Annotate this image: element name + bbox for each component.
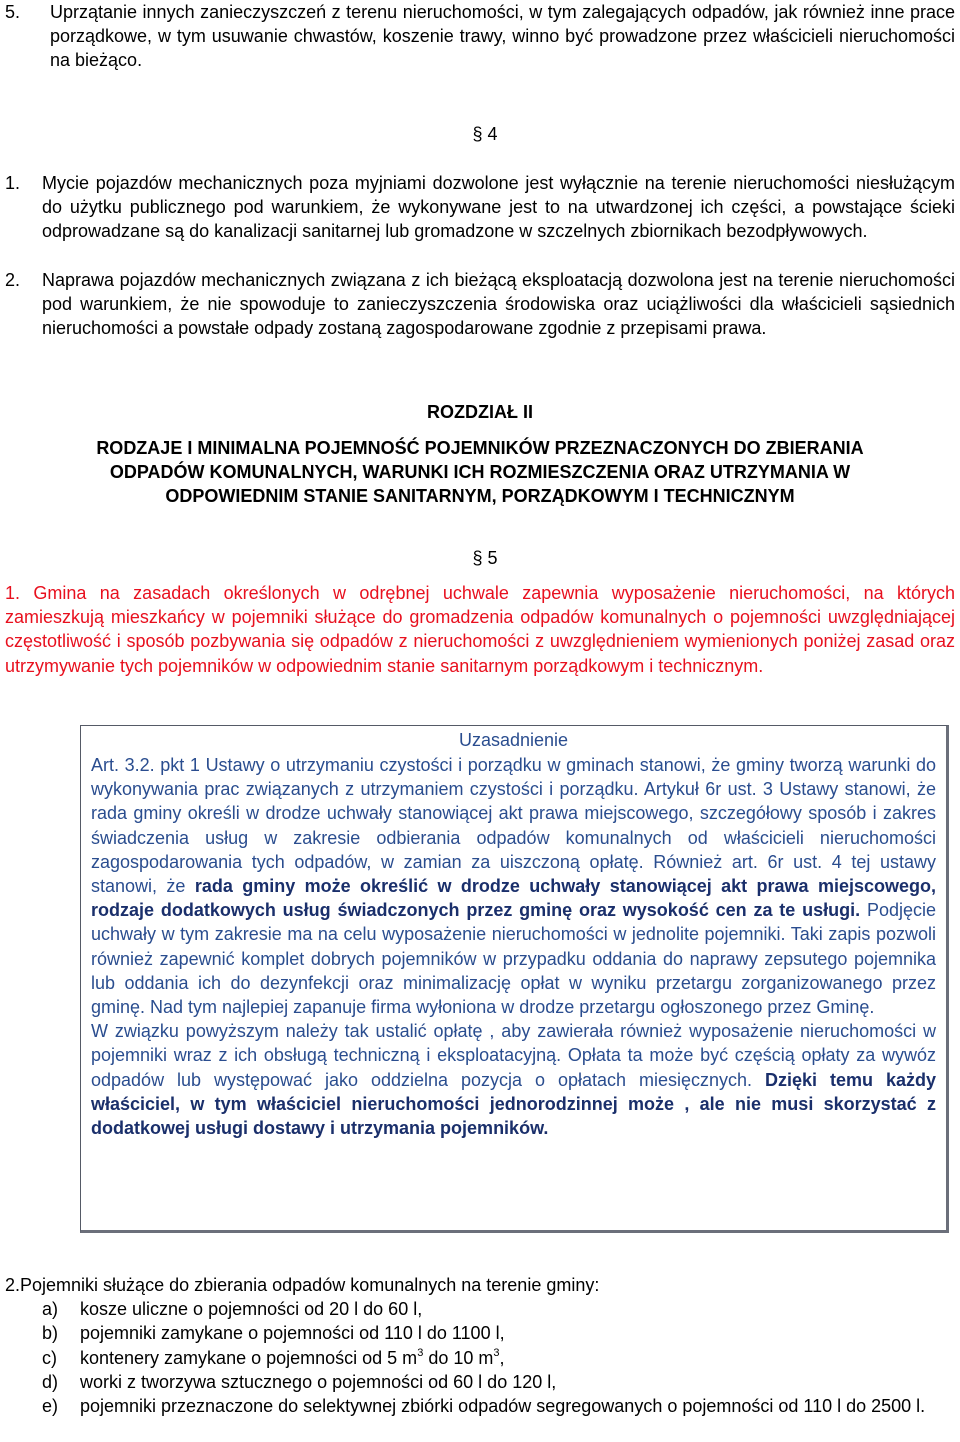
list-intro [5, 1273, 955, 1297]
list-item-text: pojemniki przeznaczone do selektywnej zbiórki odpadów segregowanych o pojemności od 110 l do 2500 l. [80, 1395, 926, 1416]
justification-title: Uzasadnienie [458, 730, 569, 750]
paragraph-4-item-1 [5, 171, 955, 267]
container-list [5, 1273, 955, 1442]
chapter-title-line-2: ODPADÓW KOMUNALNYCH, WARUNKI ICH ROZMIESZCZENIA ORAZ UTRZYMANIA W [109, 462, 851, 482]
justification-text [91, 753, 936, 1140]
list-item-text [80, 1346, 955, 1370]
list-item [5, 1297, 955, 1321]
list-item-text: kosze uliczne o pojemności od 20 l do 60 l, [80, 1299, 423, 1320]
justification-text-part-2: Podjęcie uchwały w tym zakresie ma na celu wyposażenie nieruchomości w jednolite pojemniki. Taki zapis pozwoli również zapewnić komplet dobrych pojemników w przypadku oddania do naprawy zepsutego pojemnika lub oddania ich do dezynfekcji oraz minimalizację opłat w wyniku przetargu zorganizowanego przez gminę. Nad tym najlepiej zapanuje firma wyłoniona w drodze przetargu ogłoszonego przez Gminę. [91, 900, 936, 1018]
list-item-label: a) [42, 1299, 59, 1320]
list-item-label: e) [42, 1395, 59, 1416]
paragraph-5-item-1: 1. Gmina na zasadach określonych w odrębnej uchwale zapewnia wyposażenie nieruchomości, na których zamieszkują mieszkańcy w pojemniki służące do gromadzenia odpadów komunalnych o pojemności uwzględniającej częstotliwość i sposób pozbywania się odpadów z nieruchomości z uwzględnieniem wymienionych poniżej zasad oraz utrzymywanie tych pojemników w odpowiednim stanie sanitarnym porządkowym i technicznym. [5, 583, 955, 676]
chapter-title-line-3: ODPOWIEDNIM STANIE SANITARNYM, PORZĄDKOWYM I TECHNICZNYM [165, 486, 795, 506]
list-item [5, 1394, 955, 1442]
list-intro-text: 2.Pojemniki służące do zbierania odpadów komunalnych na terenie gminy: [5, 1275, 600, 1295]
justification-text-bold-2: Dzięki temu każdy właściciel, w tym właściciel nieruchomości jednorodzinnej może , ale nie musi skorzystać z dodatkowej usługi dostawy i utrzymania pojemników. [91, 1069, 936, 1139]
superscript: 3 [493, 1346, 500, 1359]
chapter-label: ROZDZIAŁ II [427, 402, 533, 422]
chapter-title-line-1: RODZAJE I MINIMALNA POJEMNOŚĆ POJEMNIKÓW PRZEZNACZONYCH DO ZBIERANIA [96, 438, 864, 458]
superscript: 3 [417, 1346, 424, 1359]
list-item-label: d) [42, 1371, 59, 1392]
list-item-text-b: do 10 m [423, 1347, 494, 1368]
list-item-label: b) [42, 1323, 59, 1344]
list-item [5, 1370, 955, 1394]
list-item-text: pojemniki zamykane o pojemności od 110 l do 1100 l, [80, 1323, 505, 1344]
list-item-label: c) [42, 1347, 57, 1368]
paragraph-heading-5: § 5 [472, 548, 498, 568]
item-text: Uprzątanie innych zanieczyszczeń z terenu nieruchomości, w tym zalegających odpadów, jak również inne prace porządkowe, w tym usuwanie chwastów, koszenie trawy, winno być prowadzone przez właścicieli nieruchomości na bieżąco. [50, 2, 955, 71]
paragraph-heading-4: § 4 [472, 124, 498, 144]
list-item-text: worki z tworzywa sztucznego o pojemności od 60 l do 120 l, [80, 1371, 557, 1392]
item-number: 2. [5, 270, 21, 290]
item-text: Naprawa pojazdów mechanicznych związana z ich bieżącą eksploatacją dozwolona jest na terenie nieruchomości pod warunkiem, że nie spowoduje to zanieczyszczenia środowiska oraz uciążliwości dla właścicieli sąsiednich nieruchomości a powstałe odpady zostaną zagospodarowane zgodnie z przepisami prawa. [42, 270, 955, 339]
justification-text-bold-1: rada gminy może określić w drodze uchwały stanowiącej akt prawa miejscowego, rodzaje dodatkowych usług świadczonych przez gminę oraz wysokość cen za te usługi. [91, 876, 936, 921]
list-item [5, 1346, 955, 1370]
list-item [5, 1321, 955, 1345]
justification-box [80, 725, 949, 1233]
item-text: Mycie pojazdów mechanicznych poza myjniami dozwolone jest wyłącznie na terenie nieruchomości niesłużącym do użytku publicznego pod warunkiem, że wykonywane jest to na utwardzonej ich części, a powstające ścieki odprowadzane są do kanalizacji sanitarnej lub gromadzone w szczelnych zbiornikach bezodpływowych. [42, 173, 955, 242]
item-number: 1. [5, 173, 21, 193]
justification-text-part-1: Art. 3.2. pkt 1 Ustawy o utrzymaniu czystości i porządku w gminach stanowi, że gminy tworzą warunki do wykonywania prac związanych z utrzymaniem czystości i porządku. Artykuł 6r ust. 3 Ustawy stanowi, że rada gminy określi w drodze uchwały stanowiącej akt prawa miejscowego, szczegółowy sposób i zakres świadczenia usług w zakresie odbierania odpadów komunalnych od właścicieli nieruchomości zagospodarowania tych odpadów, w zamian za uiszczoną opłatę. Również art. 6r ust. 4 tej ustawy stanowi, że [91, 755, 936, 897]
paragraph-4-item-2 [5, 268, 955, 364]
list-item-text-a: kontenery zamykane o pojemności od 5 m [80, 1347, 418, 1368]
list-item-text-c: , [499, 1347, 505, 1368]
justification-text-part-3: W związku powyższym należy tak ustalić opłatę , aby zawierała również wyposażenie nieruchomości w pojemniki wraz z ich obsługą techniczną i eksploatacyjną. Opłata ta może być częścią opłaty za wywóz odpadów lub występować jako oddzielna pozycja o opłatach miesięcznych. [91, 1021, 936, 1090]
item-number: 5. [5, 2, 21, 22]
